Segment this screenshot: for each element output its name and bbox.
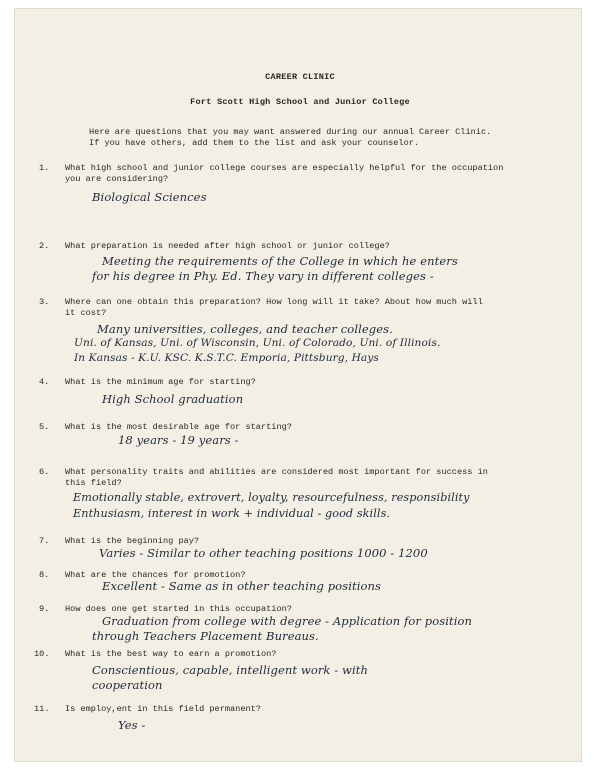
question-text: this field?: [65, 478, 122, 488]
handwritten-answer: 18 years - 19 years -: [118, 433, 239, 447]
question-text: What preparation is needed after high school or junior college?: [65, 241, 390, 251]
question-text: What are the chances for promotion?: [65, 570, 246, 580]
question-number: 6.: [39, 467, 50, 477]
question-text: How does one get started in this occupation?: [65, 604, 292, 614]
handwritten-answer: Graduation from college with degree - Application for position: [102, 614, 473, 628]
handwritten-answer: Conscientious, capable, intelligent work - with: [92, 663, 368, 677]
question-text: it cost?: [65, 308, 107, 318]
handwritten-answer: cooperation: [92, 678, 163, 692]
question-number: 9.: [39, 604, 50, 614]
question-number: 1.: [39, 163, 50, 173]
handwritten-answer: for his degree in Phy. Ed. They vary in different colleges -: [92, 269, 434, 283]
question-text: you are considering?: [65, 174, 169, 184]
handwritten-answer: Varies - Similar to other teaching positions 1000 - 1200: [99, 546, 428, 560]
handwritten-answer: Many universities, colleges, and teacher colleges.: [97, 322, 393, 336]
question-text: What personality traits and abilities are considered most important for success in: [65, 467, 488, 477]
intro-line: If you have others, add them to the list and ask your counselor.: [89, 138, 420, 148]
handwritten-answer: Emotionally stable, extrovert, loyalty, resourcefulness, responsibility: [73, 491, 470, 504]
question-text: Where can one obtain this preparation? How long will it take? About how much will: [65, 297, 483, 307]
handwritten-answer: Yes -: [118, 718, 146, 732]
question-text: Is employ,ent in this field permanent?: [65, 704, 261, 714]
handwritten-answer: Biological Sciences: [92, 190, 207, 204]
question-text: What is the most desirable age for starting?: [65, 422, 292, 432]
question-text: What is the best way to earn a promotion?: [65, 649, 277, 659]
question-number: 2.: [39, 241, 50, 251]
question-number: 11.: [34, 704, 50, 714]
handwritten-answer: Uni. of Kansas, Uni. of Wisconsin, Uni. of Colorado, Uni. of Illinois.: [74, 337, 441, 349]
handwritten-answer: In Kansas - K.U. KSC. K.S.T.C. Emporia, Pittsburg, Hays: [74, 352, 379, 364]
handwritten-answer: Meeting the requirements of the College in which he enters: [102, 254, 458, 268]
question-number: 5.: [39, 422, 50, 432]
question-text: What is the minimum age for starting?: [65, 377, 256, 387]
question-number: 4.: [39, 377, 50, 387]
question-number: 3.: [39, 297, 50, 307]
handwritten-answer: Enthusiasm, interest in work + individual - good skills.: [73, 507, 391, 520]
handwritten-answer: Excellent - Same as in other teaching positions: [102, 579, 382, 593]
handwritten-answer: through Teachers Placement Bureaus.: [92, 629, 319, 643]
question-text: What is the beginning pay?: [65, 536, 200, 546]
question-number: 7.: [39, 536, 50, 546]
handwritten-answer: High School graduation: [102, 392, 244, 406]
question-text: What high school and junior college courses are especially helpful for the occupation: [65, 163, 504, 173]
question-number: 8.: [39, 570, 50, 580]
intro-line: Here are questions that you may want answered during our annual Career Clinic.: [89, 127, 492, 137]
document-subtitle: Fort Scott High School and Junior College: [190, 97, 410, 107]
document-title: CAREER CLINIC: [265, 72, 335, 82]
question-number: 10.: [34, 649, 50, 659]
